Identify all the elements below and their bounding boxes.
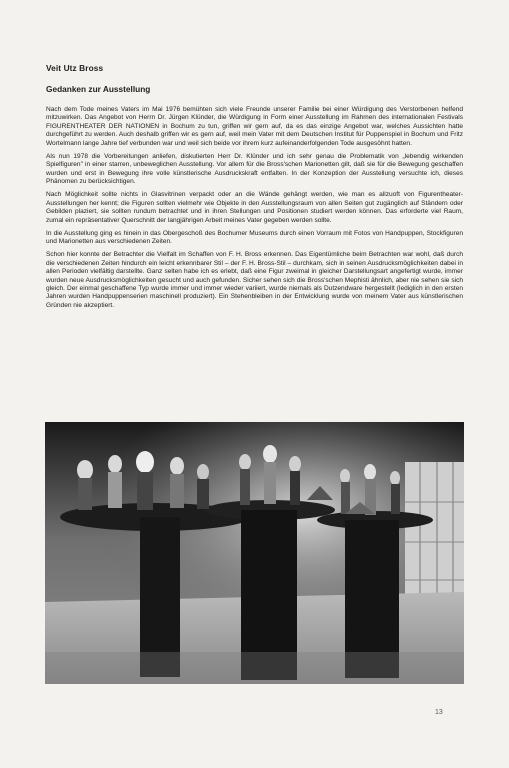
article-title: Gedanken zur Ausstellung <box>46 84 151 94</box>
paragraph: Schon hier konnte der Betrachter die Vielfalt im Schaffen von F. H. Bross erkennen. Das Eigentümliche beim Betrachten war wohl, daß durch die verschiedenen Zeiten hindurch ein leicht erkennbarer Stil – der F. H. Bross-Stil – durchkam, sich in seinen Ausdrucksmöglichkeiten dabei in allen Perioden vielfältig darstellte. Ganz selten habe ich es erlebt, daß eine Figur zweimal in gleicher Darstellungsart angefertigt wurde, immer wurden neue Ausdrucksmöglichkeiten gesucht und auch gefunden. Sicher sehen sich die Bross'schen Mephisti ähnlich, aber nie sehen sie sich gleich. Der einmal geschaffene Typ wurde immer und immer wieder variiert, wurde niemals als Dutzendware hergestellt (lediglich in den ersten Jahren wurden Handpuppenserien maschinell produziert). Ein Stehenbleiben in der Entwicklung wurde von meinem Vater aus künstlerischen Gründen nie akzeptiert. <box>46 251 463 309</box>
paragraph: Nach dem Tode meines Vaters im Mai 1976 bemühten sich viele Freunde unserer Familie bei einer Würdigung des Verstorbenen helfend mitzuwirken. Das Angebot von Herrn Dr. Jürgen Klünder, die Würdigung in Form einer Ausstellung im Rahmen des internationalen Festivals FIGURENTHEATER DER NATIONEN in Bochum zu tun, griffen wir gern auf, da es das einzige Angebot war, welches Aussichten hatte durchgeführt zu werden. Auch deshalb griffen wir es gern auf, weil mein Vater mit dem Deutschen Institut für Puppenspiel in Bochum und Fritz Wortelmann lange Jahre tief verbunden war und weil sich beide vor ihrem kurz aufeinanderfolgenden Tode ausgesöhnt hatten. <box>46 106 463 147</box>
paragraph: Als nun 1978 die Vorbereitungen anliefen, diskutierten Herr Dr. Klünder und ich sehr genau die Problematik von „lebendig wirkenden Spielfiguren" in einer starren, unbeweglichen Ausstellung. Vor allem für die Bross'schen Marionetten gilt, daß sie für die Bewegung geschaffen wurden und erst in Bewegung ihre volle künstlerische Ausdruckskraft entfalten. In der Konzeption der Ausstellung versuchte ich, dieses Phänomen zu berücksichtigen. <box>46 152 463 186</box>
exhibition-photo <box>45 422 464 684</box>
body-text <box>46 106 463 315</box>
exhibition-photo-image <box>45 422 464 684</box>
author-name: Veit Utz Bross <box>46 63 104 73</box>
paragraph: In die Ausstellung ging es hinein in das Obergeschoß des Bochumer Museums durch einen Vorraum mit Fotos von Handpuppen, Stockfiguren und Marionetten aus verschiedenen Zeiten. <box>46 229 463 246</box>
paragraph: Nach Möglichkeit sollte nichts in Glasvitrinen verpackt oder an die Wände gehängt werden, wie man es allzuoft von Figurentheater-Ausstellungen her kennt; die Figuren sollten vielmehr wie Objekte in den Ausstellungsraum von allen Seiten gut zugänglich auf Ständern oder Gebilden plaziert, sie sollten rundum betrachtet und in ihren Stellungen und Positionen studiert werden können. Das erforderte viel Raum, zumal ein repräsentativer Querschnitt der langjährigen Arbeit meines Vater gegeben werden sollte. <box>46 191 463 224</box>
page-number: 13 <box>435 709 443 716</box>
